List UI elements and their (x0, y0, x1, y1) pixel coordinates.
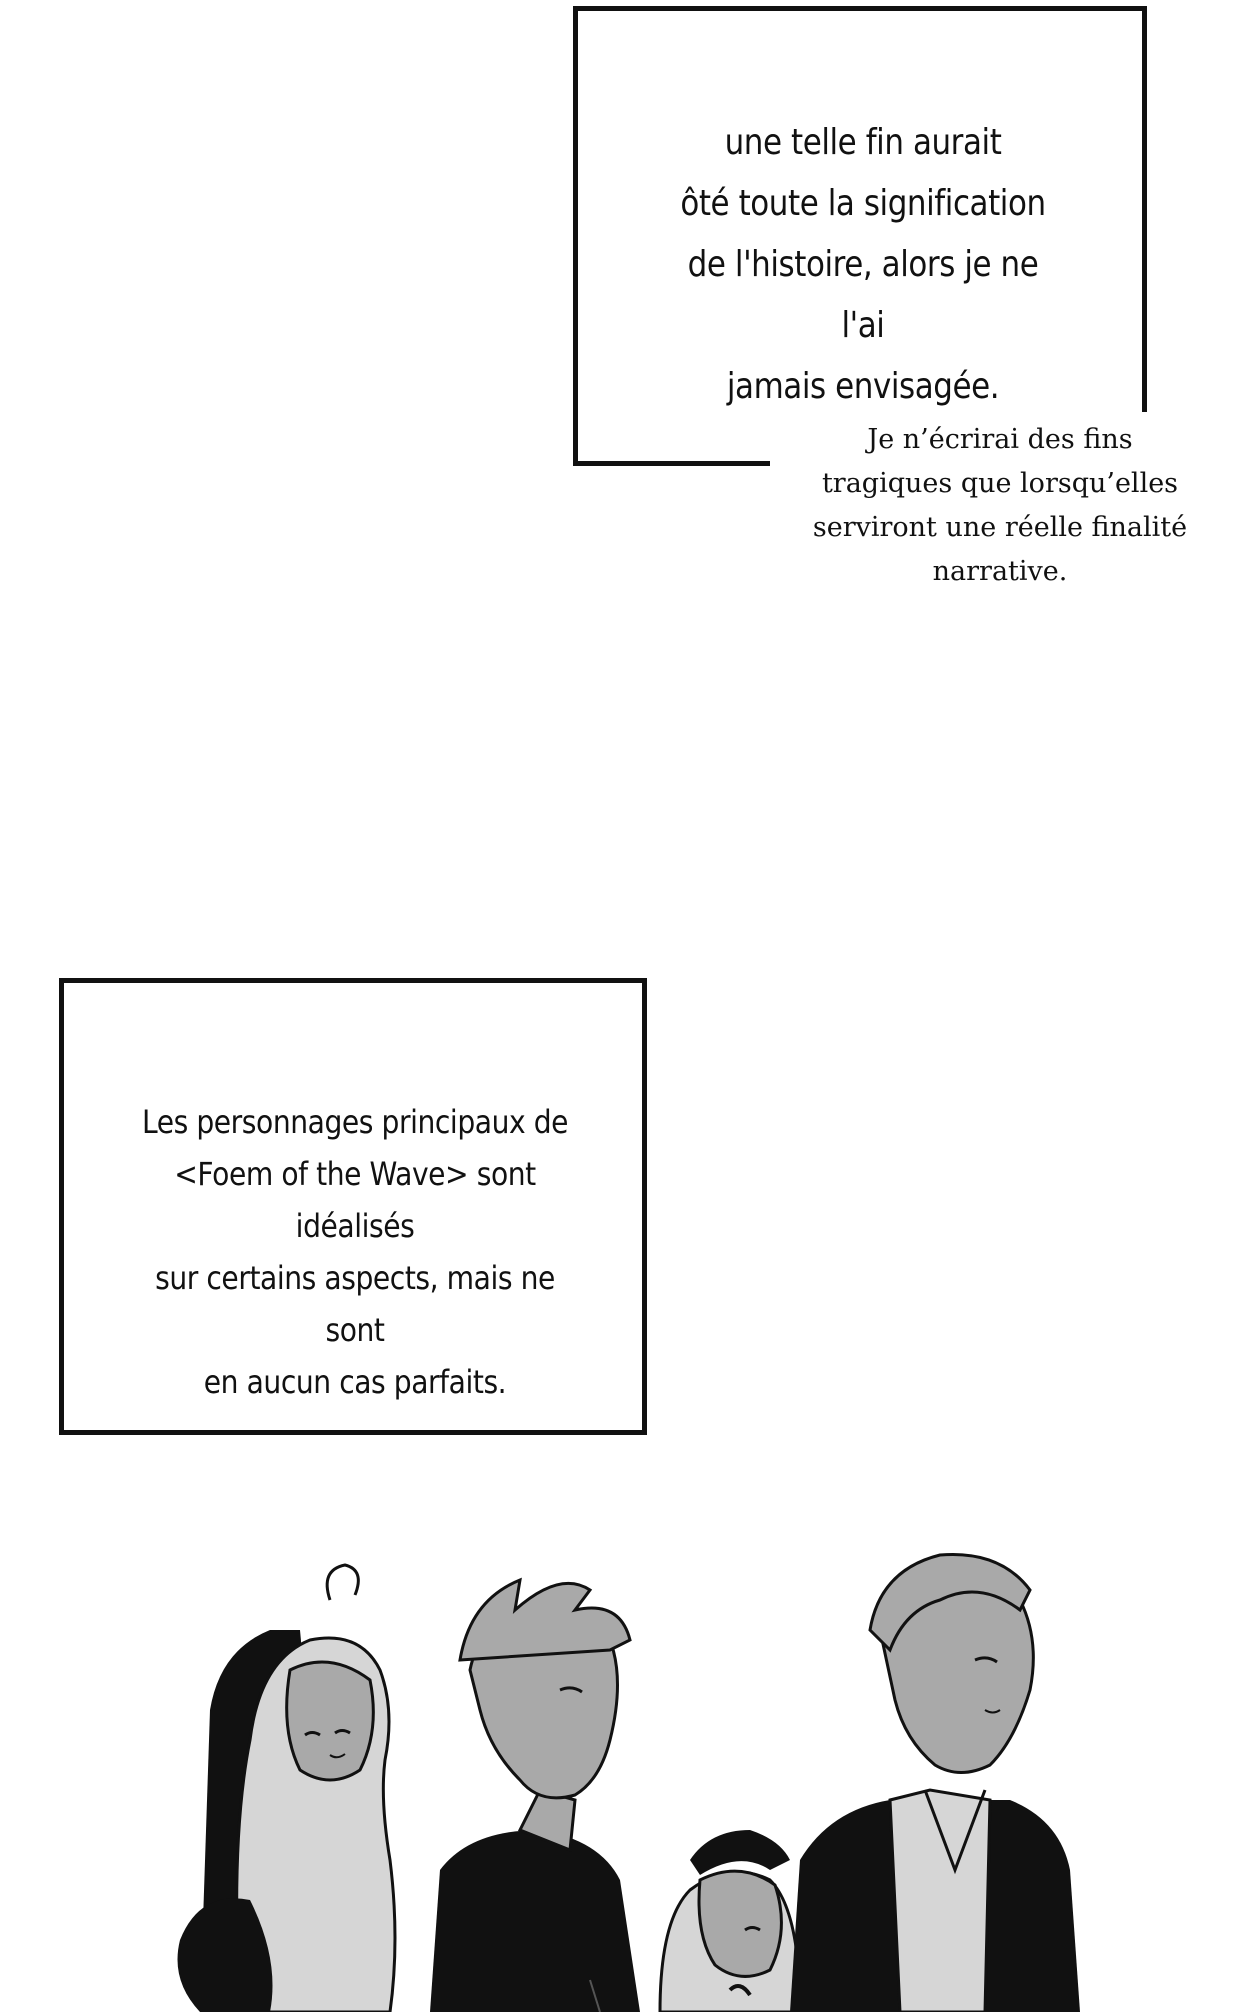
caption-text-middle: Les personnages principaux de <Foem of the Wave> sont idéalisés sur certains aspects, mais ne sont en aucun cas parfaits. (141, 1103, 569, 1401)
character-headband-girl (660, 1830, 800, 2012)
side-note-text: Je n’écrirai des fins tragiques que lorsqu’elles serviront une réelle finalité narrative. (812, 424, 1188, 587)
character-wavy-hair-man (790, 1554, 1080, 2012)
character-left-nun (178, 1565, 396, 2012)
characters-illustration (0, 1540, 1242, 2012)
caption-text-top: une telle fin aurait ôté toute la signification de l'histoire, alors je ne l'ai jamais envisagée. (680, 122, 1046, 407)
character-spiky-hair (430, 1580, 640, 2012)
